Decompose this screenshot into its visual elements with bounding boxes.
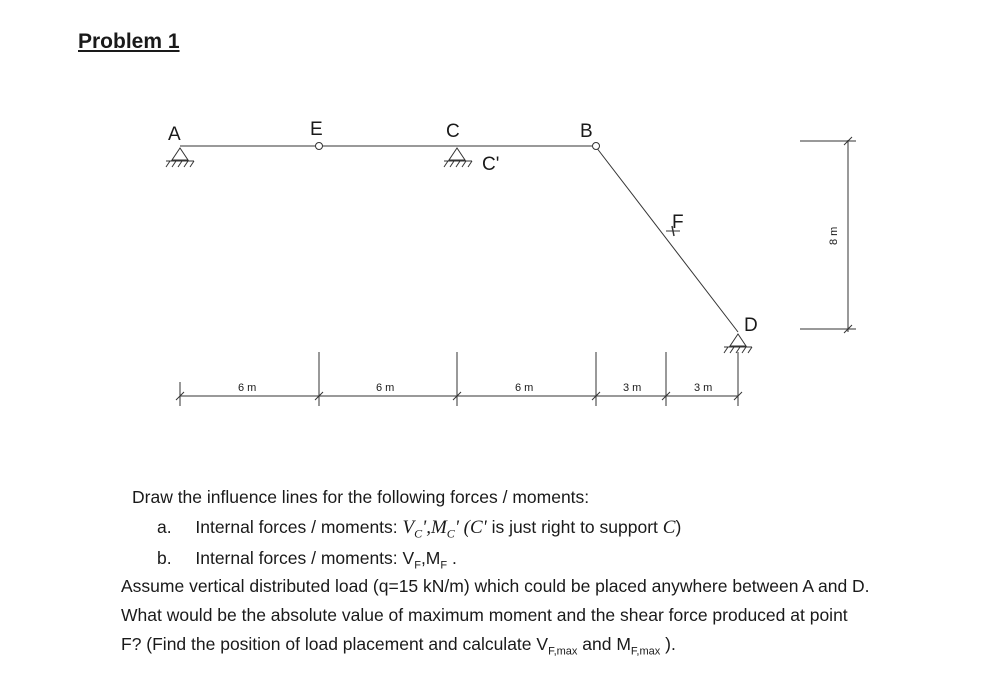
question-line-3 — [121, 634, 676, 658]
label-f: F — [672, 212, 684, 233]
item-a-sub-1: C — [414, 526, 423, 541]
member-bd — [596, 147, 738, 332]
span-label-3: 6 m — [515, 382, 534, 394]
label-c-prime: C' — [482, 154, 500, 175]
item-b-text: Internal forces / moments: V — [195, 548, 415, 568]
label-b: B — [580, 121, 593, 142]
item-a-close: ) — [675, 517, 682, 537]
question-line-3-c: ). — [660, 634, 676, 654]
hinge-e — [316, 143, 323, 150]
span-label-2: 6 m — [376, 382, 395, 394]
item-a-c-prime: C' — [469, 517, 487, 538]
support-c — [444, 148, 472, 167]
span-label-5: 3 m — [694, 382, 713, 394]
item-b-sub-2: F — [440, 559, 448, 572]
item-b — [157, 548, 457, 572]
question-line-3-sub-2: F,max — [630, 645, 661, 658]
support-a — [166, 148, 194, 167]
support-d — [724, 334, 752, 353]
label-c: C — [446, 121, 460, 142]
item-a-note: is just right to support — [486, 517, 663, 537]
item-b-comma: ,M — [420, 548, 441, 568]
span-label-4: 3 m — [623, 382, 642, 394]
question-line-3-b: and M — [577, 634, 631, 654]
label-a: A — [168, 124, 181, 145]
question-intro: Draw the influence lines for the following forces / moments: — [132, 487, 590, 507]
dimension-ticks — [176, 352, 742, 406]
item-a-text: Internal forces / moments: — [195, 517, 403, 537]
item-a-c: C — [662, 517, 676, 538]
problem-heading: Problem 1 — [78, 30, 180, 53]
hinge-b — [593, 143, 600, 150]
question-line-3-sub-1: F,max — [548, 645, 578, 658]
span-label-1: 6 m — [238, 382, 257, 394]
item-a — [157, 517, 681, 542]
item-a-after: ' ( — [454, 517, 470, 538]
item-b-end: . — [447, 548, 457, 568]
item-b-marker: b. — [157, 548, 172, 568]
item-a-marker: a. — [157, 517, 172, 537]
label-e: E — [310, 119, 323, 140]
item-a-sub-2: C — [446, 526, 455, 541]
question-line-3-a: F? (Find the position of load placement and calculate V — [121, 634, 549, 654]
question-line-1: Assume vertical distributed load (q=15 kN/m) which could be placed anywhere between A and D. — [121, 576, 870, 596]
label-d: D — [744, 315, 758, 336]
item-a-var-m: ',M — [422, 517, 447, 538]
question-line-2: What would be the absolute value of maximum moment and the shear force produced at point — [121, 605, 848, 625]
height-label: 8 m — [828, 226, 840, 245]
item-b-sub-1: F — [414, 559, 421, 572]
item-a-var-v: V — [402, 517, 415, 538]
